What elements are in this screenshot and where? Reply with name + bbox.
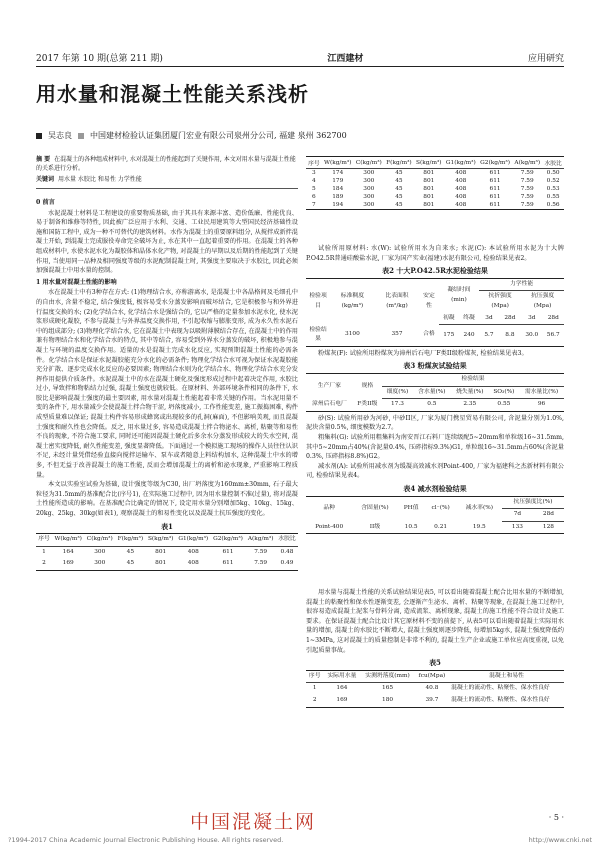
table-cell: 45 xyxy=(126,560,135,567)
table2-h-comp: 抗压强度(Mpa) xyxy=(530,293,555,309)
abstract-label: 摘 要 xyxy=(36,156,51,163)
materials-block xyxy=(306,244,564,534)
table-cell: 408 xyxy=(187,560,199,567)
table3-caption: 表3 粉煤灰试验结果 xyxy=(403,361,467,371)
table-cell: 0.55 xyxy=(546,194,560,200)
table3-h-result: 检验结果 xyxy=(382,374,564,387)
section-heading-1: 1 用水量对混凝土性能的影响 xyxy=(36,278,117,286)
table1-header: 序号 xyxy=(36,534,52,547)
table4-h-cl: cl⁻(%) xyxy=(431,505,450,512)
table-cell: 7.59 xyxy=(520,194,534,200)
table2-h-28d: 28d xyxy=(543,313,565,325)
table1-header: C(kg/m³) xyxy=(354,157,384,169)
table3-sub: 细度(%) xyxy=(382,386,413,399)
table-cell: 45 xyxy=(126,548,135,555)
table-cell: 179 xyxy=(332,178,344,184)
table4 xyxy=(306,496,564,535)
table1-header: 水胶比 xyxy=(276,534,298,547)
author-marker-icon xyxy=(36,133,42,139)
table1-header: A(kg/m³) xyxy=(245,534,276,547)
table4-h-28d: 28d xyxy=(533,509,564,522)
table2-h-3d: 3d xyxy=(479,313,499,325)
materials-aggregate: 粗集料(G): 试验所用粗集料为南安晋江石料厂连续级配5~20mm和单粒级16~31.5mm, 其中5~20mm占40%(含泥量0.4%, 压碎指标9.3%)G1, 单粒级16~31.5mm占60%(含泥量0.3%, 压碎指标8.8%)G2。 xyxy=(306,434,564,461)
intro-paragraph: 水泥混凝土材料是工程建设的重要物质基础, 由于其具有来源丰富、造价低廉、性能优良、易于制备和维修等特性, 因此被广泛应用于水利、交通、工业民用建筑等大型国民经济基础性设施和国防工程中, 成为一种不可替代的建筑材料。水作为混凝土的重要原料组分, 从搅拌成新拌混凝土开始, 到混凝土完成服役寿命完全破坏为止, 水在其中一直起着重要的作用。在混凝土的各种组成材料中, 水使水泥水化为凝胶体和晶体水化产物, 对混凝土的早期以及后期的性能起到了关键作用, 当使用同一品种及相同强度等级的水泥配制混凝土时, 其强度主要取决于水胶比, 因此必须加强混凝土中用水量的控制。 xyxy=(36,209,298,275)
table-cell: 17.3 xyxy=(390,401,404,408)
running-header xyxy=(36,50,564,64)
table-cell: 611 xyxy=(489,178,501,184)
table-cell: 164 xyxy=(62,548,74,555)
table-row xyxy=(306,169,564,178)
table-cell: 5 xyxy=(312,186,316,192)
table-cell: 混凝土的流动性、粘聚性、保水性良好 xyxy=(451,696,550,703)
table-cell: 300 xyxy=(363,170,375,176)
table1-header: G2(kg/m³) xyxy=(211,534,246,547)
table-cell: 180 xyxy=(382,696,394,703)
table-cell: 611 xyxy=(489,194,501,200)
table-cell: 408 xyxy=(455,202,467,208)
materials-admixture: 减水剂(A): 试验所用减水剂为缓凝高效减水剂Point-400, 厂家为福建科之杰新材料有限公司, 检验结果见表4。 xyxy=(306,462,564,480)
source-url-link[interactable]: http://www.cnki.net xyxy=(528,836,592,844)
table1-header: A(kg/m³) xyxy=(512,157,542,169)
table-cell: 408 xyxy=(455,178,467,184)
table-cell: 96 xyxy=(537,401,546,408)
table1-cont-table xyxy=(306,156,564,210)
table2-h-3d: 3d xyxy=(521,313,542,325)
table3 xyxy=(306,373,564,412)
table-cell: 漳州后石电厂 xyxy=(312,400,347,407)
table-row xyxy=(306,683,564,695)
table2-h-28d: 28d xyxy=(499,313,521,325)
table-cell: 10.5 xyxy=(404,523,418,530)
table3-sub: 含水量(%) xyxy=(413,386,451,399)
abstract-block xyxy=(36,155,298,184)
table3-h-maker: 生产厂家 xyxy=(317,382,341,389)
table5-h-slump: 实测坍落度(mm) xyxy=(360,670,414,683)
table1-header: G1(kg/m³) xyxy=(444,157,478,169)
table-cell: 611 xyxy=(222,560,234,567)
table-cell: 2.35 xyxy=(463,401,477,408)
table3-sub: SO₃(%) xyxy=(489,386,519,399)
table2-caption: 表2 十大P.O42.5R水泥检验结果 xyxy=(382,266,488,276)
table-cell: 300 xyxy=(363,202,375,208)
table1-caption: 表1 xyxy=(161,521,173,531)
table-cell: 40.8 xyxy=(425,685,439,692)
table-cell: 0.55 xyxy=(497,401,511,408)
table-cell: 611 xyxy=(489,170,501,176)
table-cell: F类II级 xyxy=(357,400,378,407)
table1-header: W(kg/m³) xyxy=(322,157,354,169)
table1-continued xyxy=(306,156,564,210)
table4-h-ph: PH值 xyxy=(403,505,419,512)
table-cell: 801 xyxy=(423,170,435,176)
table-cell: 7.59 xyxy=(520,178,534,184)
table-cell: 128 xyxy=(542,523,554,530)
table5-h-no: 序号 xyxy=(306,670,323,683)
table2-h-initial: 初凝 xyxy=(439,313,459,325)
table1-header: F(kg/m³) xyxy=(384,157,414,169)
table-row xyxy=(306,521,564,534)
table4-h-solid: 含固量(%) xyxy=(361,505,389,512)
table-cell: 6 xyxy=(312,194,316,200)
table-cell: 8.8 xyxy=(505,331,515,338)
table-cell: 189 xyxy=(332,194,344,200)
table-cell: 19.5 xyxy=(472,523,486,530)
table1-header: G2(kg/m³) xyxy=(478,157,512,169)
header-rule xyxy=(36,66,564,67)
table-cell: 7.59 xyxy=(520,202,534,208)
table-cell: Point-400 xyxy=(315,523,344,530)
table1-header: W(kg/m³) xyxy=(52,534,84,547)
journal-name: 江西建材 xyxy=(327,53,364,64)
table-cell: 408 xyxy=(455,170,467,176)
table-cell: 408 xyxy=(455,186,467,192)
table-cell: 240 xyxy=(463,331,475,338)
site-watermark: 中国混凝土网 xyxy=(190,811,317,833)
table1-header: S(kg/m³) xyxy=(414,157,444,169)
table2-h-stability: 安定性 xyxy=(423,293,435,309)
table-cell: 133 xyxy=(511,523,523,530)
table-cell: 801 xyxy=(155,560,167,567)
table-cell: 169 xyxy=(336,696,348,703)
page-number: · 5 · xyxy=(548,813,564,822)
table2-h-surface: 比表面积(m²/kg) xyxy=(385,293,409,309)
table-row xyxy=(306,201,564,210)
table-cell: 39.7 xyxy=(425,696,439,703)
table-cell: 7.59 xyxy=(254,560,268,567)
table-cell: 408 xyxy=(187,548,199,555)
table1-header: 序号 xyxy=(306,157,322,169)
article-title: 用水量和混凝土性能关系浅析 xyxy=(36,82,309,106)
materials-flyash: 粉煤灰(F): 试验所用粉煤灰为漳州后石电厂F类II级粉煤灰, 检验结果见表3。 xyxy=(318,349,528,357)
table-cell: 801 xyxy=(423,186,435,192)
table-cell: 1 xyxy=(42,548,46,555)
table-cell: 300 xyxy=(94,560,106,567)
table-cell: 801 xyxy=(423,178,435,184)
table-cell: 5.7 xyxy=(484,331,494,338)
table2-h-item: 检验项目 xyxy=(309,293,327,309)
table-cell: II级 xyxy=(369,523,381,530)
table-cell: 0.50 xyxy=(546,170,560,176)
table-cell: 7.59 xyxy=(520,170,534,176)
materials-sand: 砂(S): 试验所用砂为河砂, 中砂II区, 厂家为厦门携星贸易有限公司, 含泥量分别为1.0%, 泥块含量0.5%, 细度模数为2.7。 xyxy=(306,414,564,432)
table2-h-mech: 力学性能 xyxy=(479,278,564,291)
table2-h-final: 终凝 xyxy=(459,313,479,325)
table-cell: 300 xyxy=(363,194,375,200)
table-cell: 2 xyxy=(312,696,317,703)
table5 xyxy=(306,670,564,708)
table1-header: 水胶比 xyxy=(542,157,564,169)
table-cell: 165 xyxy=(382,685,394,692)
table-row xyxy=(306,193,564,201)
table-cell: 2 xyxy=(42,560,46,567)
table-cell: 175 xyxy=(443,331,455,338)
table-cell: 300 xyxy=(363,186,375,192)
table-row xyxy=(306,325,564,347)
table-cell: 56.7 xyxy=(546,331,560,338)
table-cell: 0.56 xyxy=(546,202,560,208)
affiliation-marker-icon xyxy=(78,133,84,139)
table-row xyxy=(306,695,564,707)
results-block xyxy=(306,588,564,708)
section-label: 应用研究 xyxy=(527,53,564,64)
table-cell: 184 xyxy=(332,186,344,192)
copyright-text: ?1994-2017 China Academic Journal Electronic Publishing House. All rights reserved. xyxy=(8,836,284,844)
table4-h-comp: 抗压强度比(%) xyxy=(502,496,564,509)
table-cell: 611 xyxy=(489,202,501,208)
table2-h-setting: 凝结时间(min) xyxy=(447,287,471,303)
table3-sub: 烧失量(%) xyxy=(451,386,489,399)
keywords-text: 用水量 水胶比 和易性 力学性能 xyxy=(58,176,142,183)
table-cell: 0.53 xyxy=(546,186,560,192)
table-cell: 611 xyxy=(222,548,234,555)
table-cell: 检验结果 xyxy=(309,326,327,343)
table-row xyxy=(306,185,564,193)
table-row xyxy=(306,177,564,185)
table-cell: 0.21 xyxy=(434,523,448,530)
table-cell: 合格 xyxy=(423,331,435,338)
table5-h-work: 混凝土和易性 xyxy=(449,670,564,683)
abstract-text: 在混凝土的各种组成材料中, 水对混凝土的性能起到了关键作用, 本文对用水量与混凝土性能的关系进行分析。 xyxy=(36,156,296,172)
issue-label: 2017 年第 10 期(总第 211 期) xyxy=(36,53,163,64)
table-row xyxy=(306,399,564,412)
table-cell: 45 xyxy=(395,186,403,192)
table-cell: 4 xyxy=(312,178,316,184)
table-cell: 7 xyxy=(312,202,316,208)
table-cell: 801 xyxy=(423,202,435,208)
table-row xyxy=(36,546,298,558)
table3-sub: 需水量比(%) xyxy=(519,386,564,399)
table-cell: 7.59 xyxy=(254,548,268,555)
table1-header: S(kg/m³) xyxy=(146,534,176,547)
table-cell: 0.49 xyxy=(280,560,294,567)
left-column xyxy=(36,196,298,571)
table-cell: 45 xyxy=(395,202,403,208)
table1-header: C(kg/m³) xyxy=(84,534,115,547)
table-cell: 164 xyxy=(336,685,348,692)
table-cell: 0.52 xyxy=(546,178,560,184)
table-cell: 0.48 xyxy=(280,548,294,555)
table-cell: 194 xyxy=(332,202,344,208)
table4-h-water: 减水率(%) xyxy=(465,505,494,512)
table-cell: 3 xyxy=(312,170,316,176)
keywords-label: 关键词 xyxy=(36,176,55,183)
table-cell: 3100 xyxy=(345,331,360,338)
table5-caption: 表5 xyxy=(429,658,441,668)
table4-h-variety: 品种 xyxy=(323,505,335,512)
table-cell: 169 xyxy=(62,560,74,567)
table-cell: 0.5 xyxy=(427,401,437,408)
table1-header: G1(kg/m³) xyxy=(176,534,211,547)
table2-h-flex: 抗折强度(Mpa) xyxy=(488,293,512,309)
abstract-rule xyxy=(36,188,298,189)
table-cell: 30.0 xyxy=(525,331,539,338)
author-affiliation: 中国建材检验认证集团厦门宏业有限公司泉州分公司, 福建 泉州 362700 xyxy=(90,131,347,140)
table-cell: 45 xyxy=(395,170,403,176)
table4-h-7d: 7d xyxy=(502,509,533,522)
table1-header: F(kg/m³) xyxy=(115,534,145,547)
table-cell: 300 xyxy=(94,548,106,555)
table5-h-water: 实际用水量 xyxy=(323,670,360,683)
author-name: 吴志良 xyxy=(48,131,72,140)
table-row xyxy=(36,558,298,570)
table-cell: 174 xyxy=(332,170,344,176)
table-cell: 801 xyxy=(155,548,167,555)
results-paragraph: 用水量与混凝土性能的关系试验结果见表5, 可以看出随着混凝土配合比用水量的不断增加, 混凝土的粘聚性和保水性逐渐变差, 会逐渐产生泌水、离析、粘聚等现象, 在混凝土施工过程中, 很容易造成混凝土泥浆与骨料分离, 造成流浆、离析现象, 混凝土的施工性能不符合设计及施工要求。在保证混凝土配合比设计其它原材料不变的前提下, 从表5可以看出随着混凝土实际用水量的增加, 混凝土的水胶比不断增大, 混凝土强度则逐步降低, 每增加5kg水, 混凝土强度降低约1~3MPa, 这对混凝土的质量控制是非常不利的, 混凝土生产企业或施工单位应高度重视, 以免引起质量事故。 xyxy=(306,589,564,654)
table1 xyxy=(36,533,298,571)
table-cell: 混凝土的流动性、粘聚性、保水性良好 xyxy=(451,685,550,692)
table-cell: 1 xyxy=(312,685,317,692)
table5-h-fcu: fcu(Mpa) xyxy=(415,670,449,683)
table3-h-grade: 规格 xyxy=(361,382,374,389)
section-heading-0: 0 前言 xyxy=(36,199,55,206)
table-cell: 7.59 xyxy=(520,186,534,192)
table-cell: 357 xyxy=(391,331,403,338)
table-cell: 611 xyxy=(489,186,501,192)
copyright-bar xyxy=(8,836,592,844)
table4-caption: 表4 减水剂检验结果 xyxy=(403,483,467,493)
table2 xyxy=(306,278,564,347)
table-cell: 300 xyxy=(363,178,375,184)
table2-h-consistency: 标准稠度(kg/m³) xyxy=(340,293,364,309)
table-cell: 45 xyxy=(395,194,403,200)
experiment-paragraph: 本文以实验室试验为基础, 设计强度等级为C30, 出厂坍落度为160mm±30mm, 石子最大粒径为31.5mm的基准配合比(序号1), 在实际施工过程中, 因为用水量控制不准(过量), 将对混凝土性能所造成的影响。在基准配合比确定的情况下, 设定用水量分别增加5kg、10kg、15kg、20kg、25kg、30kg(如表1), 观察混凝土的和易性变化以及混凝土抗压强度的变化。 xyxy=(36,481,298,517)
water-role-paragraph: 水在混凝土中有3种存在方式: (1)物理结合水, 亦称游离水, 是混凝土中各晶格间及毛细孔中的自由水, 含量不稳定, 结合强度低, 极容易受水分蒸发影响而破坏结合, 它是积极参与和外界进行温度交换的水; (2)化学结合水, 化学结合水是强结合的, 它以严格的定量参加水泥水化, 使水泥浆形成硬化凝胶, 不参与混凝土与外界温度交换作用, 不引起收缩与膨胀变形, 成为永久性水泥石中的组成部分; (3)物理化学结合水, 它在混凝土中表现为以吸附薄膜结合存在, 在混凝土中的作用兼有物理结合水和化学结合水的特点, 其中等结合, 容易受到外界水分蒸发的破坏, 积极地参与混凝土与环境的温度交换作用。适量的水是混凝土完成水化反应, 实现预期混凝土性能的必需条件。化学结合水是保证水泥凝胶能充分水化的必需条件; 物理化学结合水可视为保证水泥凝胶能充分扩散、逐步完成水化反应的必要因素; 物理结合水则为化学结合水、物理化学结合水充分发挥作用提供介质条件。水泥混凝土中的水在混凝土硬化及强度形成过程中起着决定作用, 水胶比过小, 导致拌和物粘结力过强, 混凝土强度也就较低。在原材料、外部环境条件相同的条件下, 水胶比是影响混凝土强度的最主要因素, 用水量对混凝土性能起着非常关键的作用。当水泥用量不变的条件下, 用水量减少会使混凝土拌合物干涩, 坍落度减小, 工作性能变差, 施工振捣困难, 构件成型质量难以保证; 混凝土构件容易形成蜂窝或出现较多的孔洞(麻面), 不但影响美观, 而且混凝土强度和耐久性也会降低。反之, 用水量过多, 容易造成混凝土拌合物泌水、离析, 粘聚等和易性不良的现象, 不符合施工要求, 同时还可能因混凝土硬化后多余水分蒸发形成较大的失水空间, 混凝土密实度降低, 耐久性能变差, 强度显著降低。下面通过一个模拟施工现场的操作人员往往认识不足, 未经计量凭借经验直接向搅拌运输车、泵车或者随意上料结构加水, 这种混凝土中水的增多, 不但无益于改善混凝土的施工性能, 反而会增加混凝土的离析和泌水现象, 严重影响工程质量。 xyxy=(36,289,298,479)
table-cell: 408 xyxy=(455,194,467,200)
author-line xyxy=(36,130,347,141)
table-cell: 801 xyxy=(423,194,435,200)
materials-water-cement: 试验所用原材料: 水(W): 试验所用水为自来水; 水泥(C): 本试验所用水泥为十大牌P.O42.5R普通硅酸盐水泥, 厂家为国产实业(福建)水泥有限公司, 检验结果见表2。 xyxy=(306,245,564,262)
table-cell: 45 xyxy=(395,178,403,184)
